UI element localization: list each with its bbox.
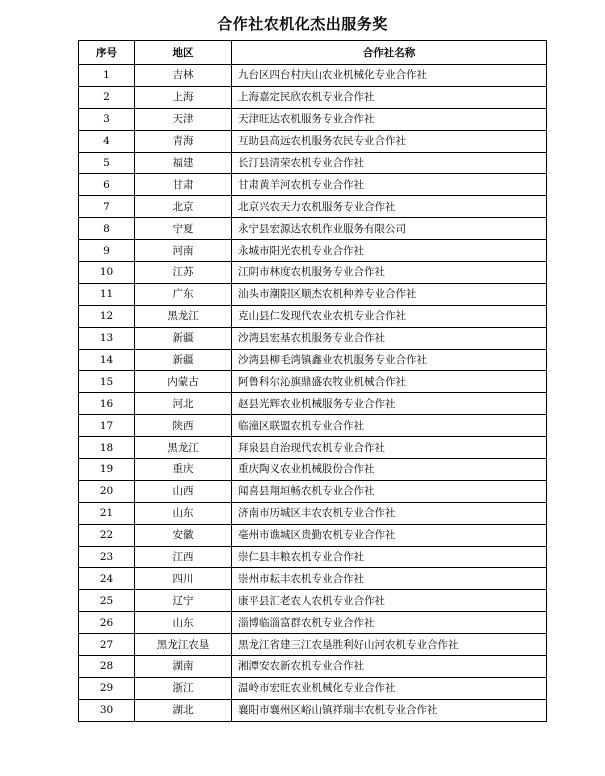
- row-region: 甘肃: [135, 174, 232, 196]
- row-number: 8: [79, 218, 135, 240]
- row-region: 黑龙江: [135, 437, 232, 459]
- row-cooperative-name: 黑龙江省建三江农垦胜利好山河农机专业合作社: [232, 634, 547, 656]
- row-cooperative-name: 九台区四台村庆山农业机械化专业合作社: [232, 65, 547, 87]
- row-region: 山东: [135, 502, 232, 524]
- row-number: 7: [79, 196, 135, 218]
- table-row: [79, 677, 547, 699]
- row-number: 23: [79, 546, 135, 568]
- row-number: 21: [79, 502, 135, 524]
- row-region: 新疆: [135, 349, 232, 371]
- table-row: [79, 524, 547, 546]
- row-cooperative-name: 甘肃黄羊河农机专业合作社: [232, 174, 547, 196]
- table-row: [79, 371, 547, 393]
- row-region: 宁夏: [135, 218, 232, 240]
- table-row: [79, 437, 547, 459]
- table-body: [79, 65, 547, 722]
- row-number: 13: [79, 327, 135, 349]
- table-row: [79, 612, 547, 634]
- row-number: 29: [79, 677, 135, 699]
- row-cooperative-name: 亳州市谯城区贵勤农机专业合作社: [232, 524, 547, 546]
- row-region: 福建: [135, 152, 232, 174]
- table-row: [79, 152, 547, 174]
- row-region: 新疆: [135, 327, 232, 349]
- table-row: [79, 218, 547, 240]
- row-number: 22: [79, 524, 135, 546]
- row-region: 天津: [135, 108, 232, 130]
- row-number: 11: [79, 283, 135, 305]
- row-cooperative-name: 崇州市耘丰农机专业合作社: [232, 568, 547, 590]
- row-number: 26: [79, 612, 135, 634]
- row-region: 吉林: [135, 65, 232, 87]
- table-row: [79, 699, 547, 721]
- row-region: 安徽: [135, 524, 232, 546]
- table-row: [79, 327, 547, 349]
- row-region: 内蒙古: [135, 371, 232, 393]
- table-row: [79, 174, 547, 196]
- column-header-cooperative-name: 合作社名称: [232, 41, 547, 65]
- column-header-region: 地区: [135, 41, 232, 65]
- row-number: 27: [79, 634, 135, 656]
- table-row: [79, 634, 547, 656]
- table-row: [79, 86, 547, 108]
- row-number: 4: [79, 130, 135, 152]
- award-table: [78, 40, 547, 722]
- page-title: 合作社农机化杰出服务奖: [217, 15, 388, 33]
- row-region: 湖北: [135, 699, 232, 721]
- row-number: 16: [79, 393, 135, 415]
- table-row: [79, 262, 547, 284]
- row-cooperative-name: 永城市阳光农机专业合作社: [232, 240, 547, 262]
- row-number: 1: [79, 65, 135, 87]
- row-number: 3: [79, 108, 135, 130]
- row-number: 6: [79, 174, 135, 196]
- row-region: 湖南: [135, 656, 232, 678]
- row-region: 河南: [135, 240, 232, 262]
- table-row: [79, 196, 547, 218]
- table-row: [79, 283, 547, 305]
- row-region: 浙江: [135, 677, 232, 699]
- row-cooperative-name: 临潼区联盟农机专业合作社: [232, 415, 547, 437]
- row-region: 江苏: [135, 262, 232, 284]
- row-region: 四川: [135, 568, 232, 590]
- row-cooperative-name: 上海嘉定民欣农机专业合作社: [232, 86, 547, 108]
- row-region: 重庆: [135, 459, 232, 481]
- row-cooperative-name: 闻喜县翔垣畅农机专业合作社: [232, 480, 547, 502]
- row-number: 19: [79, 459, 135, 481]
- table-row: [79, 590, 547, 612]
- row-number: 18: [79, 437, 135, 459]
- row-region: 广东: [135, 283, 232, 305]
- row-cooperative-name: 襄阳市襄州区峪山镇祥瑞丰农机专业合作社: [232, 699, 547, 721]
- row-number: 12: [79, 305, 135, 327]
- row-cooperative-name: 克山县仁发现代农业农机专业合作社: [232, 305, 547, 327]
- row-number: 25: [79, 590, 135, 612]
- table-row: [79, 546, 547, 568]
- row-region: 陕西: [135, 415, 232, 437]
- row-cooperative-name: 重庆陶义农业机械股份合作社: [232, 459, 547, 481]
- row-region: 北京: [135, 196, 232, 218]
- row-region: 青海: [135, 130, 232, 152]
- row-cooperative-name: 济南市历城区丰农农机专业合作社: [232, 502, 547, 524]
- row-region: 山东: [135, 612, 232, 634]
- table-row: [79, 349, 547, 371]
- table-header-row: [79, 41, 547, 65]
- row-number: 9: [79, 240, 135, 262]
- row-cooperative-name: 汕头市潮阳区顺杰农机种养专业合作社: [232, 283, 547, 305]
- row-number: 10: [79, 262, 135, 284]
- row-cooperative-name: 温岭市宏旺农业机械化专业合作社: [232, 677, 547, 699]
- table-row: [79, 393, 547, 415]
- row-cooperative-name: 赵县光辉农业机械服务专业合作社: [232, 393, 547, 415]
- row-region: 黑龙江: [135, 305, 232, 327]
- row-cooperative-name: 天津旺达农机服务专业合作社: [232, 108, 547, 130]
- table-row: [79, 415, 547, 437]
- row-number: 24: [79, 568, 135, 590]
- row-region: 江西: [135, 546, 232, 568]
- row-cooperative-name: 永宁县宏源达农机作业服务有限公司: [232, 218, 547, 240]
- row-region: 黑龙江农垦: [135, 634, 232, 656]
- row-number: 17: [79, 415, 135, 437]
- row-cooperative-name: 沙湾县宏基农机服务专业合作社: [232, 327, 547, 349]
- row-cooperative-name: 康平县汇老农人农机专业合作社: [232, 590, 547, 612]
- row-number: 5: [79, 152, 135, 174]
- table-row: [79, 502, 547, 524]
- table-row: [79, 240, 547, 262]
- row-number: 20: [79, 480, 135, 502]
- table-row: [79, 108, 547, 130]
- row-region: 辽宁: [135, 590, 232, 612]
- row-number: 15: [79, 371, 135, 393]
- table-row: [79, 480, 547, 502]
- row-cooperative-name: 拜泉县自治现代农机专业合作社: [232, 437, 547, 459]
- table-row: [79, 459, 547, 481]
- row-cooperative-name: 淄博临淄富群农机专业合作社: [232, 612, 547, 634]
- row-cooperative-name: 长汀县清荣农机专业合作社: [232, 152, 547, 174]
- table-row: [79, 305, 547, 327]
- row-number: 2: [79, 86, 135, 108]
- table-row: [79, 568, 547, 590]
- row-region: 河北: [135, 393, 232, 415]
- row-cooperative-name: 沙湾县柳毛湾镇鑫业农机服务专业合作社: [232, 349, 547, 371]
- table-row: [79, 130, 547, 152]
- row-cooperative-name: 江阴市林度农机服务专业合作社: [232, 262, 547, 284]
- row-cooperative-name: 北京兴农天力农机服务专业合作社: [232, 196, 547, 218]
- row-cooperative-name: 崇仁县丰粮农机专业合作社: [232, 546, 547, 568]
- column-header-number: 序号: [79, 41, 135, 65]
- row-region: 山西: [135, 480, 232, 502]
- row-number: 14: [79, 349, 135, 371]
- table-row: [79, 65, 547, 87]
- row-region: 上海: [135, 86, 232, 108]
- row-number: 28: [79, 656, 135, 678]
- row-number: 30: [79, 699, 135, 721]
- table-row: [79, 656, 547, 678]
- row-cooperative-name: 互助县高远农机服务农民专业合作社: [232, 130, 547, 152]
- row-cooperative-name: 阿鲁科尔沁旗鼎盛农牧业机械合作社: [232, 371, 547, 393]
- row-cooperative-name: 湘潭安农新农机专业合作社: [232, 656, 547, 678]
